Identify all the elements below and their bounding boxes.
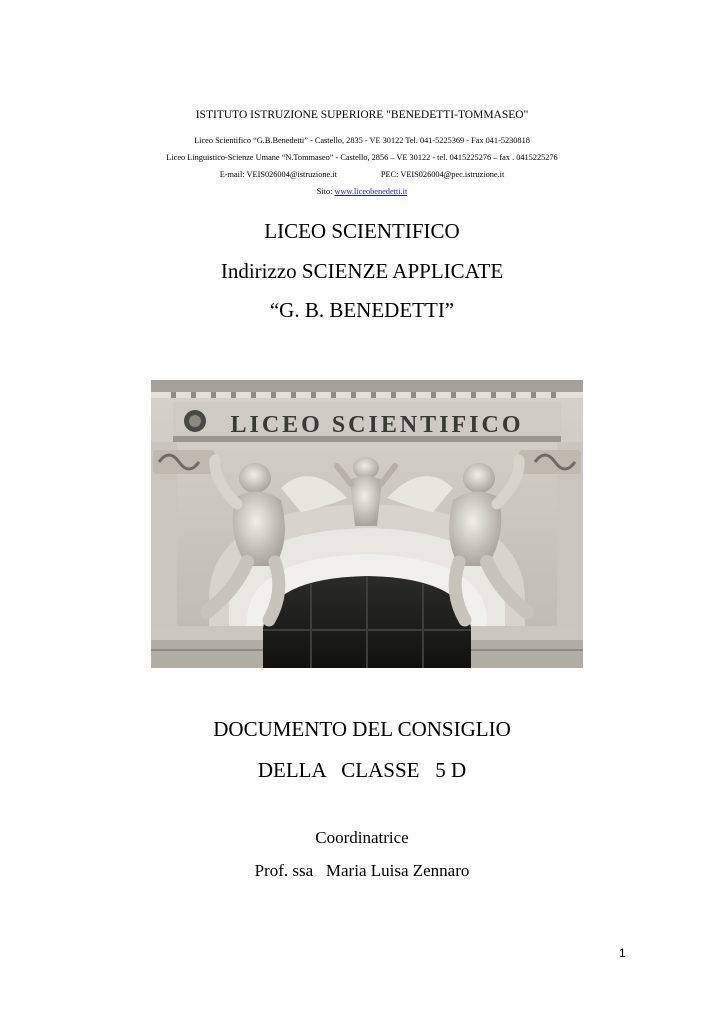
- pec-text: PEC: VEIS026004@pec.istruzione.it: [380, 170, 505, 179]
- title-indirizzo: Indirizzo SCIENZE APPLICATE: [220, 259, 504, 283]
- institute-name: ISTITUTO ISTRUZIONE SUPERIORE "BENEDETTI-TOMMASEO": [195, 109, 529, 121]
- site-link[interactable]: www.liceobenedetti.it: [334, 187, 408, 196]
- page-number: 1: [619, 946, 626, 960]
- title-benedetti: “G. B. BENEDETTI”: [269, 298, 455, 322]
- linguistico-address: Liceo Linguistico-Scienze Umane “N.Tommaseo” - Castello, 2856 – VE 30122 - tel. 0415225276 – fax . 0415225276: [166, 153, 558, 162]
- scientifico-address: Liceo Scientifico “G.B.Benedetti” - Castello, 2835 - VE 30122 Tel. 041-5225369 - Fax 041-5230818: [194, 136, 530, 145]
- site-label: Sito:: [316, 187, 335, 196]
- email-text: E-mail: VEIS026004@istruzione.it: [219, 170, 337, 179]
- title-liceo: LICEO SCIENTIFICO: [264, 219, 460, 243]
- class-title: DELLA CLASSE 5 D: [257, 758, 467, 782]
- contact-line: [0, 170, 724, 179]
- coordinator-name: Prof. ssa Maria Luisa Zennaro: [254, 861, 470, 880]
- document-title: DOCUMENTO DEL CONSIGLIO: [213, 717, 511, 741]
- site-line: [0, 187, 724, 196]
- coordinator-label: Coordinatrice: [315, 828, 409, 847]
- school-facade-photo: [151, 380, 583, 668]
- facade-inscription: LICEO SCIENTIFICO: [230, 412, 524, 438]
